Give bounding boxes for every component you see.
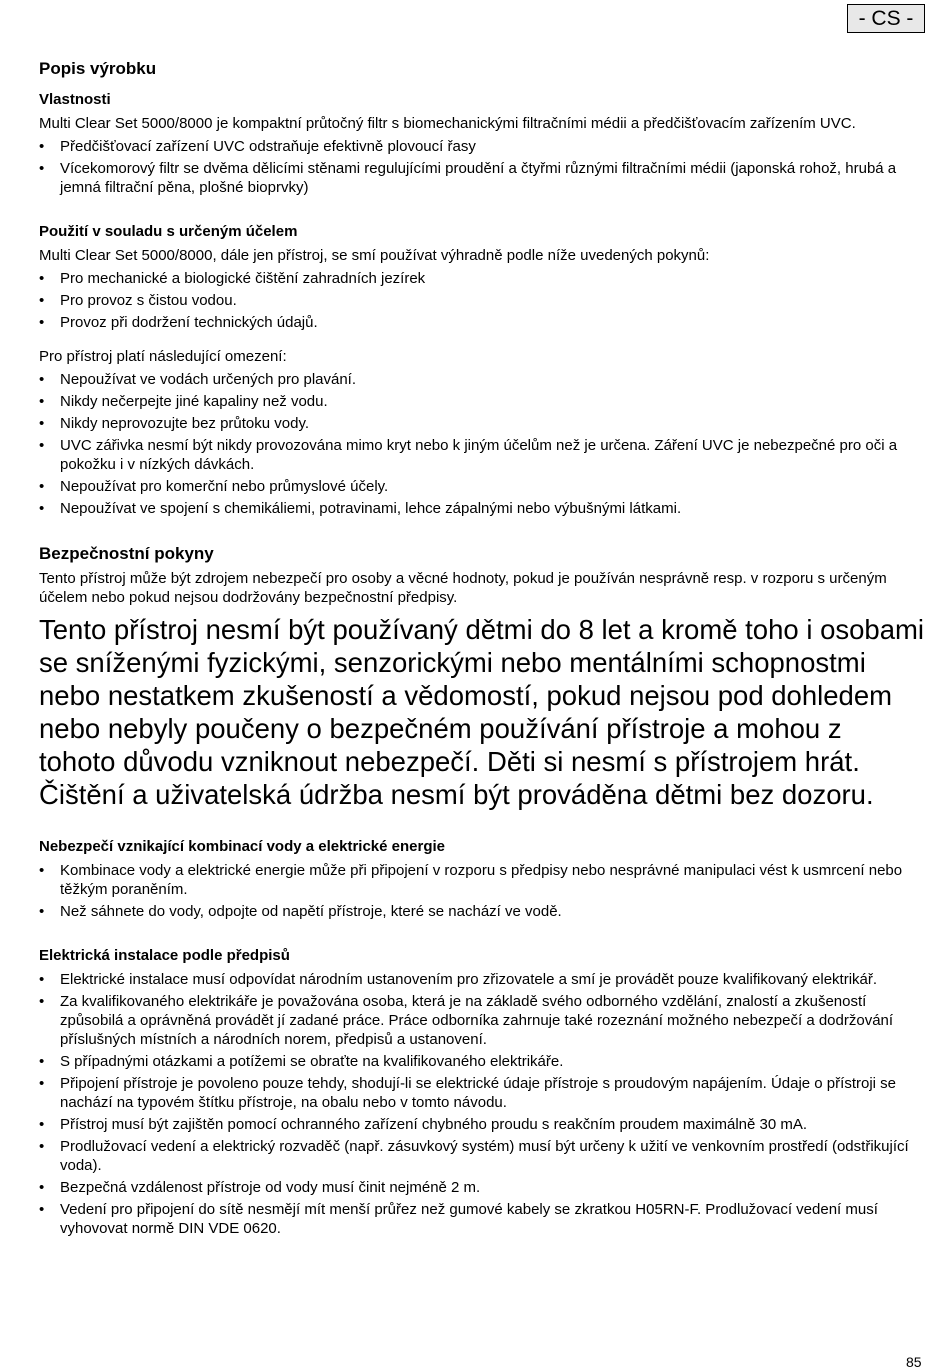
list-item: • Bezpečná vzdálenost přístroje od vody musí činit nejméně 2 m. — [39, 1178, 925, 1197]
intended-use-intro: Multi Clear Set 5000/8000, dále jen přístroj, se smí používat výhradně podle níže uvedených pokynů: — [39, 247, 710, 264]
list-item: • Pro mechanické a biologické čištění zahradních jezírek — [39, 269, 925, 288]
list-item: • Připojení přístroje je povoleno pouze tehdy, shodují-li se elektrické údaje přístroje s proudovým napájením. Údaje o přístroji se nachází na typovém štítku přístroje, na obalu nebo v tomto návodu. — [39, 1074, 925, 1112]
list-item: • Nikdy neprovozujte bez průtoku vody. — [39, 414, 925, 433]
safety-warning: Tento přístroj nesmí být používaný dětmi do 8 let a kromě toho i osobami se sníženými fyzickými, senzorickými nebo mentálními schopnostmi nebo nestatkem zkušeností a vědomostí, pokud nejsou pod dohledem nebo nebyly poučeny o bezpečném používání přístroje a mohou z tohoto důvodu vzniknout nebezpečí. Děti si nesmí s přístrojem hrát. Čištění a uživatelská údržba nesmí být prováděna dětmi bez dozoru. — [39, 614, 925, 810]
document-body — [39, 58, 925, 1241]
intended-use-heading: Použití v souladu s určeným účelem — [39, 223, 298, 240]
water-electricity-heading: Nebezpečí vznikající kombinací vody a elektrické energie — [39, 838, 446, 855]
list-item: • Předčišťovací zařízení UVC odstraňuje efektivně plovoucí řasy — [39, 137, 925, 156]
list-item: • Prodlužovací vedení a elektrický rozvaděč (např. zásuvkový systém) musí být určeny k užití ve venkovním prostředí (odstřikující voda). — [39, 1137, 925, 1175]
list-item: • Než sáhnete do vody, odpojte od napětí přístroje, které se nachází ve vodě. — [39, 902, 925, 921]
page-number: 85 — [906, 1354, 922, 1370]
list-item: • Nepoužívat ve vodách určených pro plavání. — [39, 370, 925, 389]
list-item: • Přístroj musí být zajištěn pomocí ochranného zařízení chybného proudu s reakčním proudem maximálně 30 mA. — [39, 1115, 925, 1134]
list-item: • Nepoužívat pro komerční nebo průmyslové účely. — [39, 477, 925, 496]
list-item: • Provoz při dodržení technických údajů. — [39, 313, 925, 332]
language-badge: - CS - — [847, 4, 925, 33]
water-electricity-list — [39, 861, 925, 921]
list-item: • Za kvalifikovaného elektrikáře je považována osoba, která je na základě svého odborného vzdělání, znalostí a zkušeností způsobilá a oprávněná provádět jí zadané práce. Práce odborníka zahrnuje také rozeznání možného nebezpečí a dodržování příslušných místních a národních norem, předpisů a ustanovení. — [39, 992, 925, 1049]
installation-heading: Elektrická instalace podle předpisů — [39, 947, 290, 964]
restrictions-intro: Pro přístroj platí následující omezení: — [39, 348, 287, 365]
list-item: • UVC zářivka nesmí být nikdy provozována mimo kryt nebo k jiným účelům než je určena. Záření UVC je nebezpečné pro oči a pokožku i v nízkých dávkách. — [39, 436, 925, 474]
list-item: • Kombinace vody a elektrické energie může při připojení v rozporu s předpisy nebo nesprávné manipulaci vést k usmrcení nebo těžkým poraněním. — [39, 861, 925, 899]
installation-list — [39, 970, 925, 1238]
restrictions-list — [39, 370, 925, 518]
safety-intro: Tento přístroj může být zdrojem nebezpečí pro osoby a věcné hodnoty, pokud je používán nesprávně resp. v rozporu s určeným účelem nebo pokud nejsou dodržovány bezpečnostní předpisy. — [39, 570, 887, 606]
list-item: • Vedení pro připojení do sítě nesmějí mít menší průřez než gumové kabely se zkratkou H05RN-F. Prodlužovací vedení musí vyhovovat normě DIN VDE 0620. — [39, 1200, 925, 1238]
features-list — [39, 137, 925, 197]
list-item: • S případnými otázkami a potížemi se obraťte na kvalifikovaného elektrikáře. — [39, 1052, 925, 1071]
product-intro: Multi Clear Set 5000/8000 je kompaktní průtočný filtr s biomechanickými filtračními médii a předčišťovacím zařízením UVC. — [39, 115, 856, 132]
intended-use-list — [39, 269, 925, 332]
list-item: • Nikdy nečerpejte jiné kapaliny než vodu. — [39, 392, 925, 411]
list-item: • Vícekomorový filtr se dvěma dělicími stěnami regulujícími proudění a čtyřmi různými filtračními médii (japonská rohož, hrubá a jemná filtrační pěna, plošné bioprvky) — [39, 159, 925, 197]
features-heading: Vlastnosti — [39, 91, 111, 108]
list-item: • Nepoužívat ve spojení s chemikáliemi, potravinami, lehce zápalnými nebo výbušnými látkami. — [39, 499, 925, 518]
list-item: • Elektrické instalace musí odpovídat národním ustanovením pro zřizovatele a smí je provádět pouze kvalifikovaný elektrikář. — [39, 970, 925, 989]
safety-heading: Bezpečnostní pokyny — [39, 544, 214, 563]
section-title-product: Popis výrobku — [39, 59, 157, 78]
list-item: • Pro provoz s čistou vodou. — [39, 291, 925, 310]
